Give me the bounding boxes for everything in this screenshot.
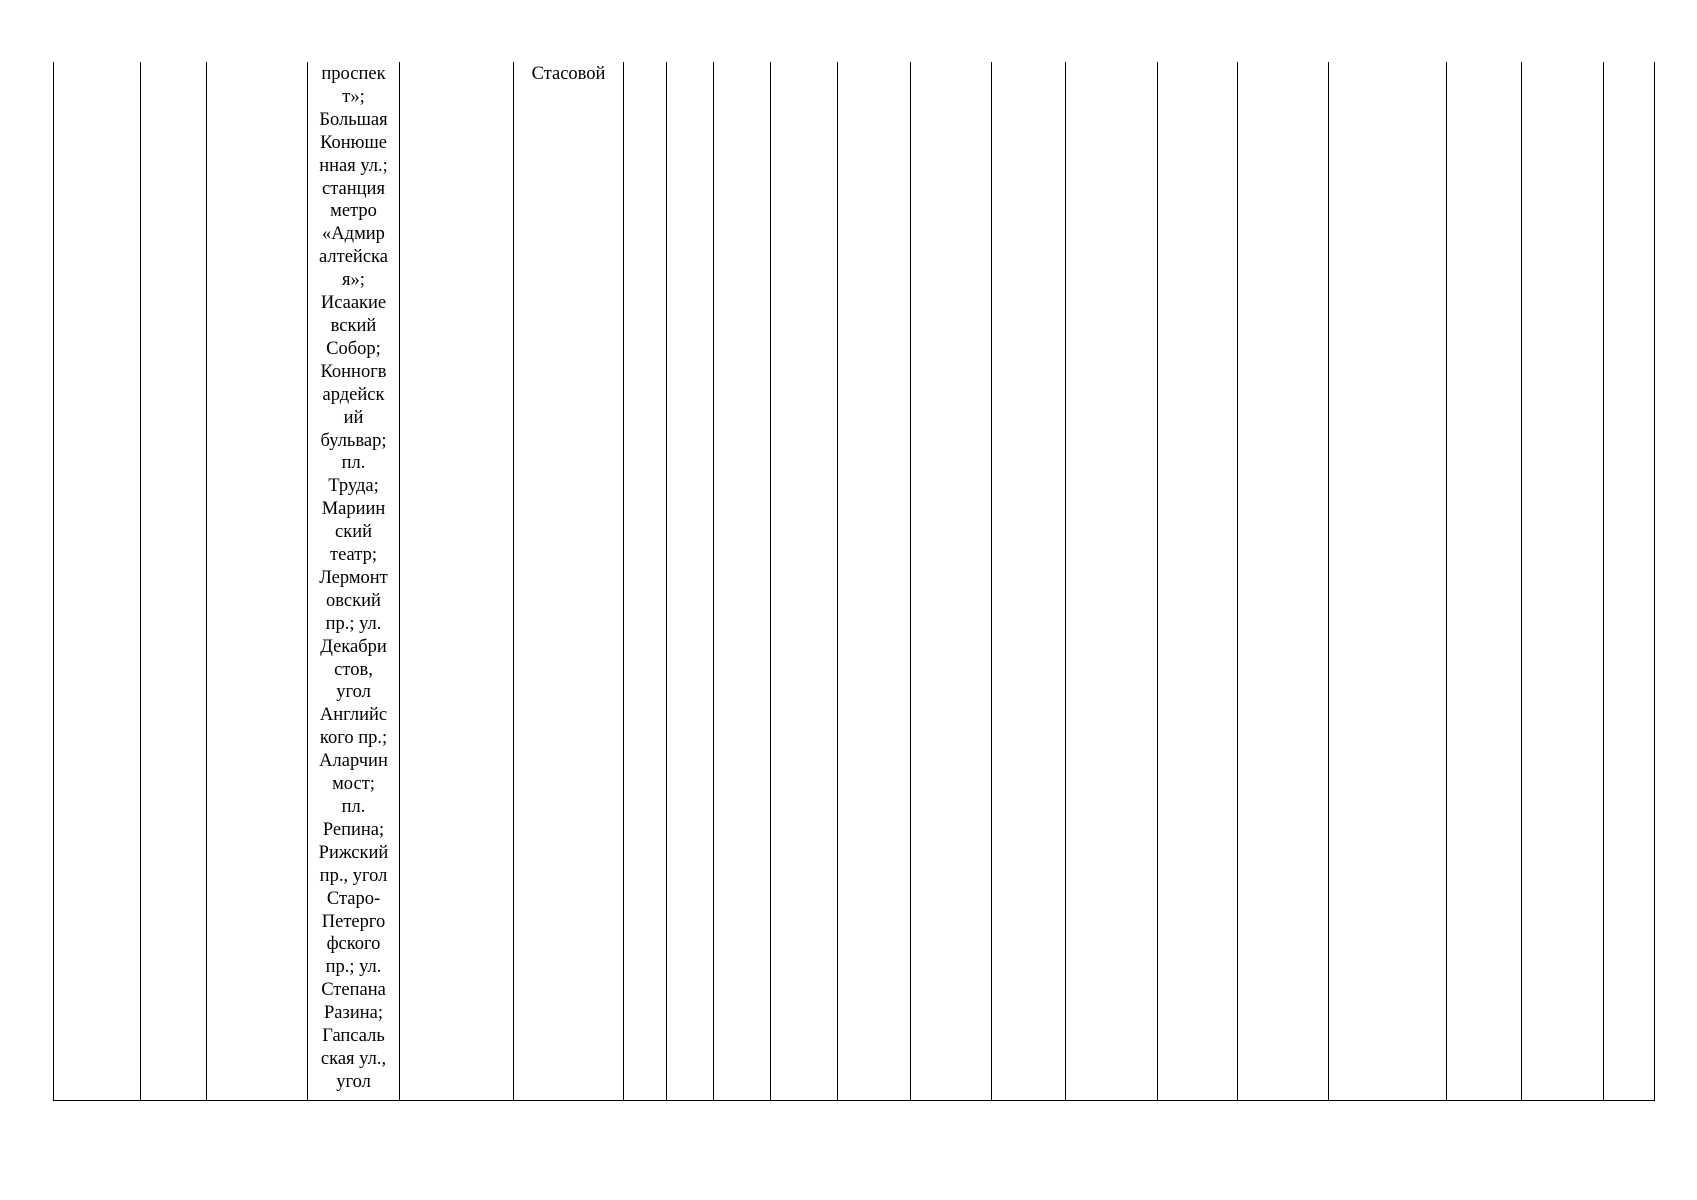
cell-text-line: т»; (342, 86, 365, 107)
cell-text (1522, 62, 1603, 63)
table-cell (308, 62, 400, 1101)
cell-text-line: Труда; (328, 476, 379, 497)
cell-text-line: ий (343, 407, 364, 428)
cell-text-line: бульвар; (320, 430, 387, 451)
cell-text-line: пл. (341, 453, 366, 474)
cell-text (1329, 62, 1446, 63)
cell-text-line: «Адмир (322, 224, 385, 245)
cell-text (1447, 62, 1521, 63)
cell-text (514, 62, 623, 86)
cell-text (308, 62, 399, 1094)
table-cell (1158, 62, 1238, 1101)
cell-text-line: ская ул., (320, 1048, 387, 1069)
table-cell (911, 62, 992, 1101)
cell-text (1158, 62, 1237, 63)
table-cell (1604, 62, 1655, 1101)
cell-text (141, 62, 206, 63)
table-cell (141, 62, 207, 1101)
cell-text-line: Собор; (326, 338, 381, 359)
cell-text (400, 62, 513, 63)
cell-text-line: Мариин (321, 499, 386, 520)
table-cell (1447, 62, 1522, 1101)
table-cell (400, 62, 514, 1101)
table-cell (54, 62, 141, 1101)
cell-text-line: Петерго (321, 911, 386, 932)
cell-text-line: стов, (334, 659, 373, 680)
table-cell (771, 62, 838, 1101)
cell-text-line: нная ул.; (319, 155, 388, 176)
route-table (53, 62, 1655, 1101)
cell-text-line: вский (330, 315, 377, 336)
cell-text (54, 62, 140, 63)
table-cell (514, 62, 624, 1101)
cell-text-line: пр.; ул. (325, 957, 382, 978)
cell-text-line: Конногв (320, 361, 387, 382)
cell-text-line: овский (326, 590, 381, 611)
cell-text-line: пл. (341, 797, 366, 817)
cell-text-line: Исаакие (320, 293, 387, 314)
cell-text-line: метро (330, 201, 377, 222)
cell-text-line: кого пр.; (319, 728, 388, 749)
cell-text (624, 62, 666, 63)
cell-text-line: алтейска (319, 247, 388, 268)
cell-text (911, 62, 991, 63)
cell-text (667, 62, 713, 63)
cell-text-line: Конюше (320, 132, 387, 153)
cell-text-line: ский (335, 522, 372, 543)
cell-text-line: угол (336, 682, 371, 703)
table-row (54, 62, 1655, 1101)
table-cell (667, 62, 714, 1101)
cell-text-line: Лермонт (319, 567, 388, 588)
cell-text (771, 62, 837, 63)
cell-text-line: проспек (321, 64, 386, 84)
cell-text-line: Рижский (318, 842, 389, 863)
cell-text-line: театр; (330, 545, 377, 566)
cell-text-line: Старо- (326, 888, 381, 909)
cell-text (1066, 62, 1157, 63)
cell-text-line: Разина; (324, 1003, 383, 1024)
cell-text-line: Декабри (320, 636, 387, 657)
cell-text-line: Стасовой (531, 64, 606, 84)
cell-text-line: пр., угол (319, 865, 388, 886)
cell-text-line: Степана (321, 980, 386, 1001)
cell-text (838, 62, 910, 63)
cell-text (1238, 62, 1328, 63)
cell-text (714, 62, 770, 63)
table-cell (1238, 62, 1329, 1101)
cell-text-line: Гапсаль (322, 1026, 385, 1047)
cell-text-line: пр.; ул. (325, 613, 382, 634)
cell-text-line: Большая (319, 109, 388, 130)
cell-text (1604, 62, 1654, 63)
cell-text-line: фского (326, 934, 381, 955)
table-cell (992, 62, 1066, 1101)
table-cell (1066, 62, 1158, 1101)
cell-text-line: Аларчин (319, 751, 388, 772)
cell-text-line: Репина; (322, 819, 385, 840)
cell-text-line: угол (336, 1071, 371, 1092)
table-cell (1522, 62, 1604, 1101)
cell-text-line: Английс (319, 705, 388, 726)
table-cell (714, 62, 771, 1101)
table-cell (624, 62, 667, 1101)
cell-text (207, 62, 307, 63)
cell-text-line: мост; (332, 774, 375, 795)
cell-text-line: станция (322, 178, 385, 199)
cell-text-line: я»; (342, 270, 365, 291)
cell-text (992, 62, 1065, 63)
cell-text-line: ардейск (322, 384, 385, 405)
table-cell (207, 62, 308, 1101)
table-cell (838, 62, 911, 1101)
table-cell (1329, 62, 1447, 1101)
